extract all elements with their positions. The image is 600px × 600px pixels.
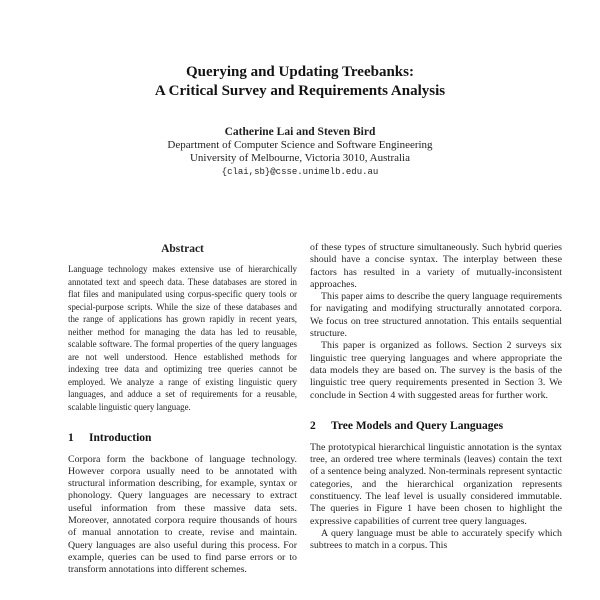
section-1-title: Introduction: [89, 431, 152, 444]
paper-title-line2: A Critical Survey and Requirements Analysis: [154, 83, 446, 99]
section-1-heading: [68, 431, 297, 445]
title-block: [0, 0, 600, 178]
right-column-paragraph-2: This paper aims to describe the query language requirements for navigating and modifying structurally annotated corpora. We focus on tree structured annotation. This entails sequential structure.: [310, 291, 562, 340]
authors: Catherine Lai and Steven Bird: [224, 126, 376, 138]
right-column: [310, 242, 562, 577]
section-1-number: 1: [68, 431, 74, 444]
paper-title: [0, 63, 600, 101]
two-column-body: [68, 242, 566, 577]
section-2-number: 2: [310, 419, 316, 432]
right-column-paragraph-3: This paper is organized as follows. Section 2 surveys six linguistic tree querying languages and where appropriate the data models they are based on. The survey is the basis of the linguistic tree query requirements presented in Section 3. We conclude in Section 4 with suggested areas for further work.: [310, 340, 562, 401]
abstract-heading: Abstract: [161, 243, 204, 255]
left-column: [68, 242, 297, 577]
section-2-paragraph-1: The prototypical hierarchical linguistic annotation is the syntax tree, an ordered tree where terminals (leaves) contain the text of a sentence being analyzed. Non-terminals represent syntactic categories, and the hierarchical organization represents constituency. The leaf level is usually considered immutable. The queries in Figure 1 have been chosen to highlight the expressive capabilities of current tree query languages.: [310, 441, 562, 527]
email-address: {clai,sb}@csse.unimelb.edu.au: [221, 167, 379, 177]
paper-title-line1: Querying and Updating Treebanks:: [186, 64, 414, 80]
abstract-text: Language technology makes extensive use of hierarchically annotated text and speech data. These databases are stored in flat files and manipulated using corpus-specific query tools or special-purpose scripts. While the size of these databases and the range of applications has grown rapidly in recent years, neither method for managing the data has led to reusable, scalable software. The formal properties of the query languages are not well understood. Hence established methods for indexing tree data and optimizing tree queries cannot be employed. We analyze a range of existing linguistic query languages, and adduce a set of requirements for a reusable, scalable linguistic query language.: [68, 264, 297, 413]
section-2-paragraph-2: A query language must be able to accurately specify which subtrees to match in a corpus. This: [310, 527, 562, 552]
right-column-continuation-paragraph: of these types of structure simultaneously. Such hybrid queries should have a concise syntax. The interplay between these factors has resulted in a variety of mutually-inconsistent approaches.: [310, 242, 562, 290]
section-1-paragraph: Corpora form the backbone of language technology. However corpora usually need to be annotated with structural information describing, for example, syntax or phonology. Query languages are necessary to extract useful information from these massive data sets. Moreover, annotated corpora require thousands of hours of manual annotation to create, revise and maintain. Query languages are also useful during this process. For example, queries can be used to find parse errors or to transform annotations into different schemes.: [68, 453, 297, 576]
affiliation-line2: University of Melbourne, Victoria 3010, Australia: [189, 152, 410, 164]
section-2-title: Tree Models and Query Languages: [331, 419, 504, 432]
affiliation-line1: Department of Computer Science and Software Engineering: [167, 139, 433, 151]
section-2-heading: [310, 419, 562, 433]
